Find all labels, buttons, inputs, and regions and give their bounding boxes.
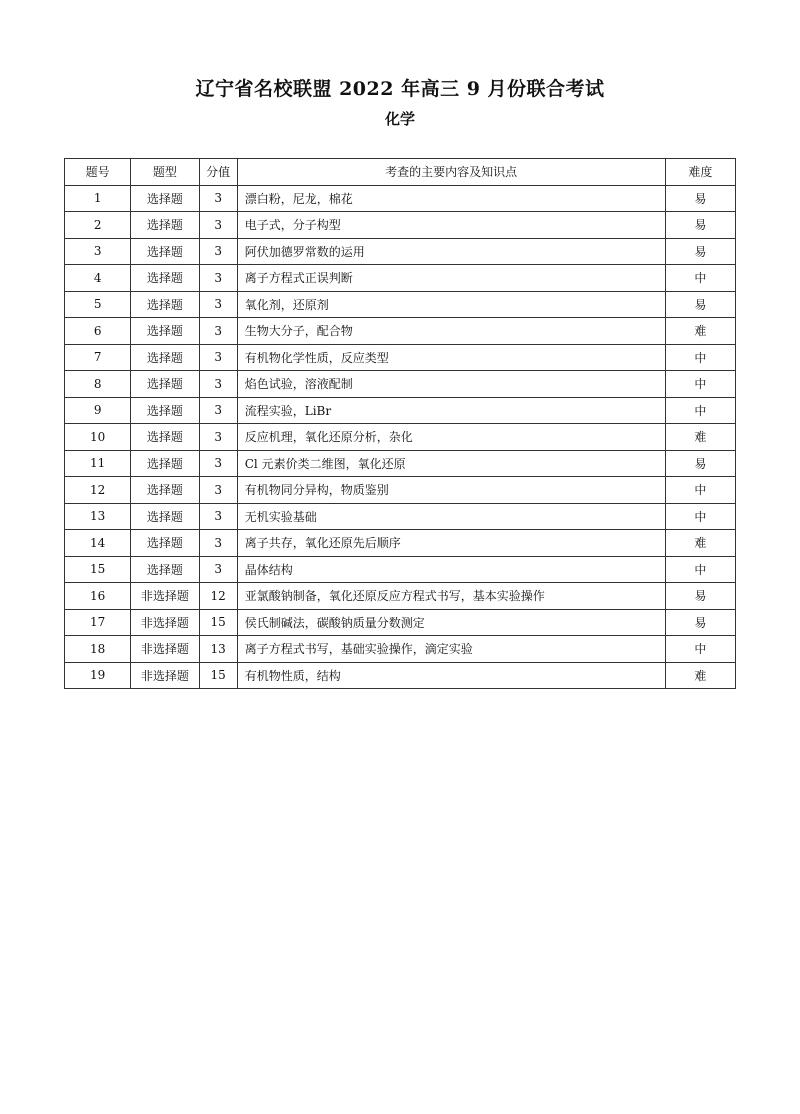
cell-content: 无机实验基础	[237, 503, 665, 530]
cell-difficulty: 中	[665, 556, 735, 583]
table-row	[65, 583, 736, 610]
table-row	[65, 397, 736, 424]
table-row	[65, 318, 736, 345]
cell-score: 3	[199, 397, 237, 424]
cell-difficulty: 中	[665, 265, 735, 292]
cell-difficulty: 中	[665, 636, 735, 663]
cell-score: 3	[199, 212, 237, 239]
cell-score: 15	[199, 609, 237, 636]
cell-content: 晶体结构	[237, 556, 665, 583]
cell-question-number: 6	[65, 318, 131, 345]
cell-question-number: 3	[65, 238, 131, 265]
cell-difficulty: 易	[665, 291, 735, 318]
cell-question-number: 14	[65, 530, 131, 557]
cell-score: 15	[199, 662, 237, 689]
cell-content: 流程实验，LiBr	[237, 397, 665, 424]
cell-question-type: 选择题	[131, 344, 199, 371]
cell-content: 氧化剂，还原剂	[237, 291, 665, 318]
table-row	[65, 265, 736, 292]
cell-difficulty: 易	[665, 450, 735, 477]
table-row	[65, 556, 736, 583]
knowledge-point-table	[64, 158, 736, 689]
table-row	[65, 371, 736, 398]
cell-difficulty: 易	[665, 238, 735, 265]
cell-question-number: 11	[65, 450, 131, 477]
cell-content: 反应机理，氧化还原分析，杂化	[237, 424, 665, 451]
cell-question-type: 选择题	[131, 318, 199, 345]
cell-question-type: 选择题	[131, 291, 199, 318]
header-score: 分值	[199, 159, 237, 186]
cell-content: 生物大分子，配合物	[237, 318, 665, 345]
cell-question-number: 5	[65, 291, 131, 318]
cell-question-number: 16	[65, 583, 131, 610]
cell-question-type: 选择题	[131, 212, 199, 239]
cell-difficulty: 中	[665, 371, 735, 398]
cell-content: 离子方程式正误判断	[237, 265, 665, 292]
cell-question-type: 选择题	[131, 450, 199, 477]
cell-question-type: 选择题	[131, 265, 199, 292]
cell-content: 电子式，分子构型	[237, 212, 665, 239]
cell-question-type: 选择题	[131, 503, 199, 530]
cell-content: 离子共存，氧化还原先后顺序	[237, 530, 665, 557]
cell-question-number: 4	[65, 265, 131, 292]
cell-question-number: 18	[65, 636, 131, 663]
cell-score: 3	[199, 371, 237, 398]
cell-score: 3	[199, 477, 237, 504]
cell-difficulty: 难	[665, 318, 735, 345]
cell-difficulty: 中	[665, 397, 735, 424]
table-row	[65, 238, 736, 265]
cell-question-number: 12	[65, 477, 131, 504]
table-row	[65, 344, 736, 371]
table-row	[65, 609, 736, 636]
header-question-type: 题型	[131, 159, 199, 186]
cell-question-type: 选择题	[131, 397, 199, 424]
cell-question-type: 选择题	[131, 556, 199, 583]
cell-score: 3	[199, 265, 237, 292]
cell-score: 3	[199, 424, 237, 451]
cell-content: 亚氯酸钠制备，氧化还原反应方程式书写，基本实验操作	[237, 583, 665, 610]
cell-question-number: 8	[65, 371, 131, 398]
cell-question-number: 17	[65, 609, 131, 636]
table-row	[65, 636, 736, 663]
cell-difficulty: 难	[665, 530, 735, 557]
table-body	[65, 185, 736, 689]
cell-question-number: 9	[65, 397, 131, 424]
cell-score: 12	[199, 583, 237, 610]
cell-content: 离子方程式书写，基础实验操作，滴定实验	[237, 636, 665, 663]
cell-difficulty: 难	[665, 424, 735, 451]
cell-question-type: 选择题	[131, 238, 199, 265]
header-content: 考查的主要内容及知识点	[237, 159, 665, 186]
cell-score: 3	[199, 530, 237, 557]
cell-question-type: 非选择题	[131, 662, 199, 689]
cell-content: 有机物同分异构，物质鉴别	[237, 477, 665, 504]
header-question-number: 题号	[65, 159, 131, 186]
cell-content: 侯氏制碱法，碳酸钠质量分数测定	[237, 609, 665, 636]
cell-content: 漂白粉，尼龙，棉花	[237, 185, 665, 212]
cell-question-number: 2	[65, 212, 131, 239]
cell-question-number: 7	[65, 344, 131, 371]
table-row	[65, 477, 736, 504]
page-subtitle: 化学	[384, 110, 415, 128]
cell-difficulty: 难	[665, 662, 735, 689]
cell-difficulty: 易	[665, 185, 735, 212]
cell-content: 有机物性质，结构	[237, 662, 665, 689]
cell-question-type: 选择题	[131, 371, 199, 398]
cell-content: Cl 元素价类二维图，氧化还原	[237, 450, 665, 477]
cell-question-number: 19	[65, 662, 131, 689]
cell-score: 3	[199, 238, 237, 265]
cell-score: 3	[199, 450, 237, 477]
cell-score: 13	[199, 636, 237, 663]
table-row	[65, 530, 736, 557]
cell-difficulty: 中	[665, 477, 735, 504]
cell-question-type: 选择题	[131, 424, 199, 451]
cell-difficulty: 易	[665, 212, 735, 239]
header-difficulty: 难度	[665, 159, 735, 186]
cell-score: 3	[199, 318, 237, 345]
cell-question-type: 非选择题	[131, 636, 199, 663]
table-row	[65, 450, 736, 477]
cell-content: 阿伏加德罗常数的运用	[237, 238, 665, 265]
cell-question-number: 13	[65, 503, 131, 530]
cell-question-type: 非选择题	[131, 609, 199, 636]
table-row	[65, 185, 736, 212]
table-header-row	[65, 159, 736, 186]
table-row	[65, 503, 736, 530]
table-row	[65, 424, 736, 451]
cell-difficulty: 易	[665, 583, 735, 610]
cell-score: 3	[199, 503, 237, 530]
cell-difficulty: 中	[665, 344, 735, 371]
cell-question-type: 非选择题	[131, 583, 199, 610]
cell-score: 3	[199, 185, 237, 212]
cell-score: 3	[199, 344, 237, 371]
table-row	[65, 291, 736, 318]
table-row	[65, 662, 736, 689]
cell-question-number: 15	[65, 556, 131, 583]
cell-content: 有机物化学性质，反应类型	[237, 344, 665, 371]
cell-score: 3	[199, 556, 237, 583]
cell-question-type: 选择题	[131, 477, 199, 504]
cell-question-type: 选择题	[131, 530, 199, 557]
cell-score: 3	[199, 291, 237, 318]
cell-difficulty: 易	[665, 609, 735, 636]
cell-content: 焰色试验，溶液配制	[237, 371, 665, 398]
cell-question-type: 选择题	[131, 185, 199, 212]
cell-difficulty: 中	[665, 503, 735, 530]
page-title: 辽宁省名校联盟 2022 年高三 9 月份联合考试	[195, 78, 605, 100]
cell-question-number: 10	[65, 424, 131, 451]
cell-question-number: 1	[65, 185, 131, 212]
table-row	[65, 212, 736, 239]
table-header	[65, 159, 736, 186]
